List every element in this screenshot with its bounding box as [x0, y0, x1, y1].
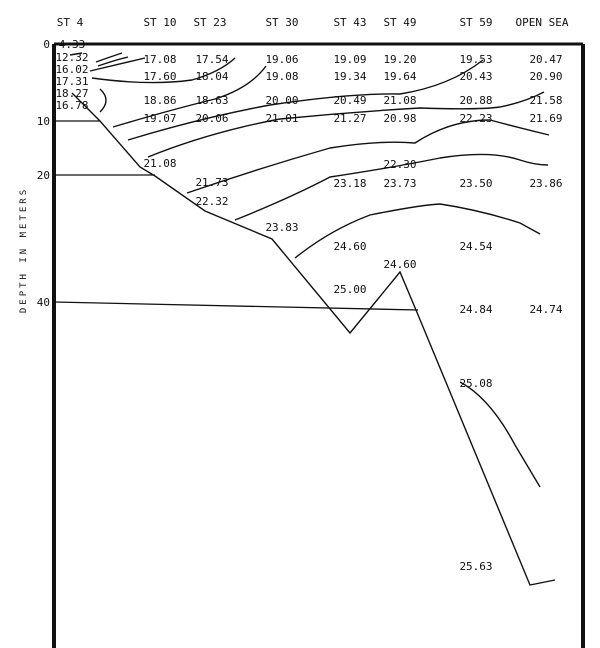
temperature-label: 18.27 — [55, 87, 89, 100]
temperature-label: 20.43 — [459, 70, 493, 83]
temperature-label: 23.50 — [459, 177, 493, 190]
station-header: ST 49 — [383, 16, 417, 29]
temperature-label: 17.08 — [143, 53, 177, 66]
temperature-label: 24.54 — [459, 240, 493, 253]
y-tick-label: 40 — [36, 296, 50, 309]
temperature-label: 24.60 — [333, 240, 367, 253]
y-tick-label: 20 — [36, 169, 50, 182]
depth-line-40 — [54, 302, 418, 310]
temperature-label: 18.63 — [195, 94, 229, 107]
station-header: OPEN SEA — [515, 16, 569, 29]
temperature-label: 16.78 — [55, 99, 89, 112]
temperature-label: 21.58 — [529, 94, 563, 107]
temperature-label: 22.30 — [383, 158, 417, 171]
temperature-label: 20.49 — [333, 94, 367, 107]
temperature-label: 21.27 — [333, 112, 367, 125]
temperature-label: 20.47 — [529, 53, 563, 66]
temperature-label: 19.20 — [383, 53, 417, 66]
station-header: ST 59 — [459, 16, 493, 29]
temperature-label: 21.08 — [383, 94, 417, 107]
temperature-label: 17.60 — [143, 70, 177, 83]
temperature-label: 21.69 — [529, 112, 563, 125]
temperature-label: 21.08 — [143, 157, 177, 170]
temperature-label: 24.84 — [459, 303, 493, 316]
temperature-label: 19.08 — [265, 70, 299, 83]
temperature-label: 19.53 — [459, 53, 493, 66]
station-header: ST 30 — [265, 16, 299, 29]
temperature-label: 25.63 — [459, 560, 493, 573]
temperature-label: 24.60 — [383, 258, 417, 271]
temperature-label: 23.86 — [529, 177, 563, 190]
temperature-label: 19.64 — [383, 70, 417, 83]
temperature-label: 24.74 — [529, 303, 563, 316]
temperature-label: 23.18 — [333, 177, 367, 190]
station-header: ST 23 — [193, 16, 227, 29]
temperature-label: 20.90 — [529, 70, 563, 83]
temperature-label: 22.32 — [195, 195, 229, 208]
temperature-label: 16.02 — [55, 63, 89, 76]
station-header: ST 10 — [143, 16, 177, 29]
temperature-label: 20.06 — [195, 112, 229, 125]
temperature-label: 19.34 — [333, 70, 367, 83]
station-header: ST 4 — [56, 16, 84, 29]
temperature-label: 19.07 — [143, 112, 177, 125]
temperature-label: 19.09 — [333, 53, 367, 66]
temperature-label: 21.73 — [195, 176, 229, 189]
y-axis-label: DEPTH IN METERS — [19, 186, 29, 314]
station-header: ST 43 — [333, 16, 367, 29]
temperature-label: 21.01 — [265, 112, 299, 125]
temperature-label: 17.54 — [195, 53, 229, 66]
y-tick-label: 10 — [36, 115, 50, 128]
temperature-label: 19.06 — [265, 53, 299, 66]
temperature-label: 23.83 — [265, 221, 299, 234]
temperature-label: 18.86 — [143, 94, 177, 107]
temperature-label: 20.00 — [265, 94, 299, 107]
temperature-label: 12.32 — [55, 51, 89, 64]
temperature-label: 25.00 — [333, 283, 367, 296]
temperature-label: 18.04 — [195, 70, 229, 83]
temperature-label: 22.23 — [459, 112, 493, 125]
temperature-label: 23.73 — [383, 177, 417, 190]
temperature-label: 4.33 — [58, 38, 86, 51]
y-tick-label: 0 — [43, 38, 50, 51]
temperature-label: 20.98 — [383, 112, 417, 125]
temperature-label: 20.88 — [459, 94, 493, 107]
temperature-label: 25.08 — [459, 377, 493, 390]
temperature-label: 17.31 — [55, 75, 89, 88]
